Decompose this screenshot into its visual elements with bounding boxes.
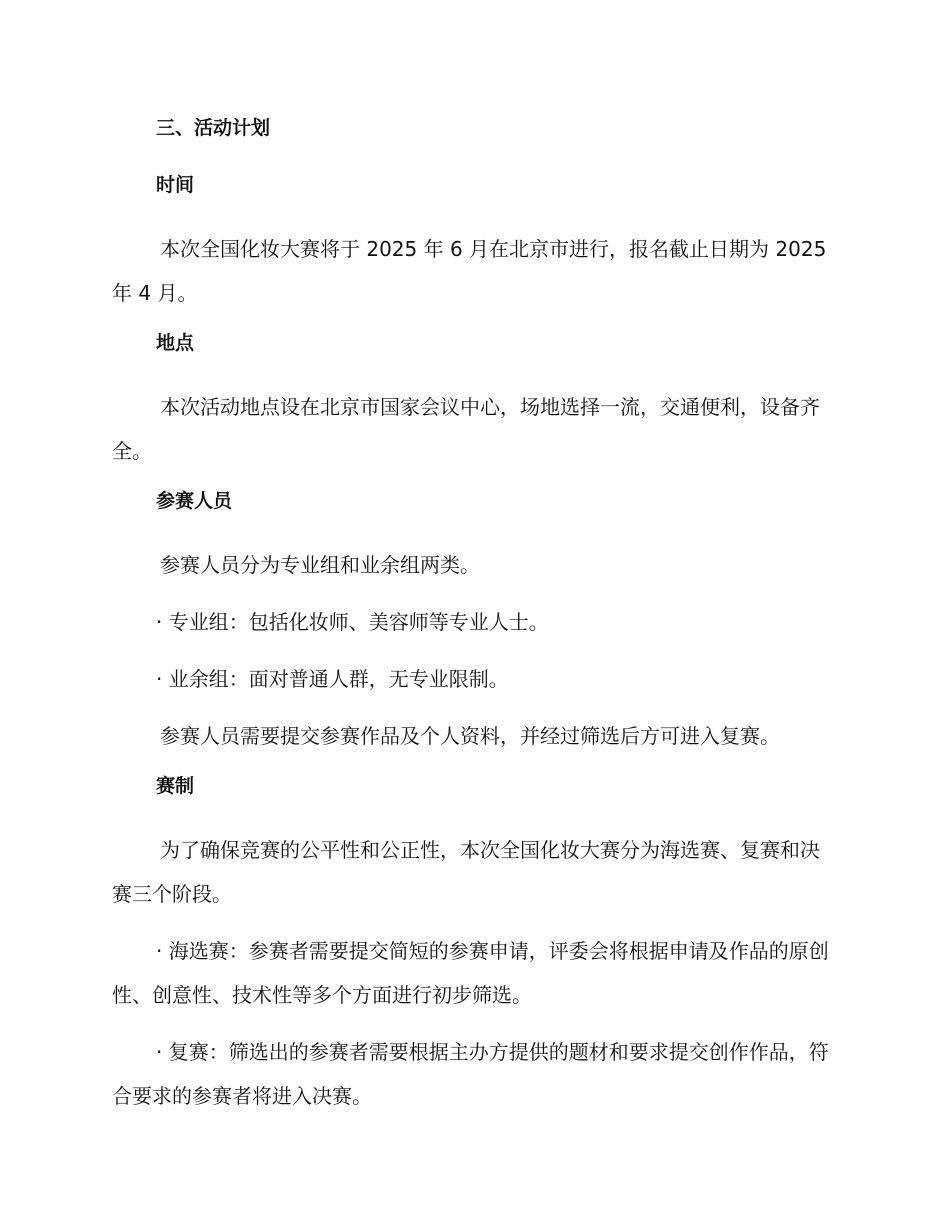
paragraph-participants-intro: 参赛人员分为专业组和业余组两类。 (160, 553, 480, 577)
bullet-preliminary: · 海选赛：参赛者需要提交简短的参赛申请，评委会将根据申请及作品的原创性、创意性、技术性等多个方面进行初步筛选。 (112, 939, 829, 1007)
paragraph-format-intro: 为了确保竞赛的公平性和公正性，本次全国化妆大赛分为海选赛、复赛和决赛三个阶段。 (112, 838, 820, 906)
heading-location: 地点 (156, 332, 195, 354)
bullet-amateur: · 业余组：面对普通人群，无专业限制。 (156, 667, 509, 691)
heading-format: 赛制 (156, 775, 195, 797)
heading-participants: 参赛人员 (156, 490, 233, 512)
section-title: 三、活动计划 (156, 117, 271, 139)
bullet-professional: · 专业组：包括化妆师、美容师等专业人士。 (156, 610, 549, 634)
bullet-semifinal: · 复赛：筛选出的参赛者需要根据主办方提供的题材和要求提交创作作品，符合要求的参赛者将进入决赛。 (112, 1040, 829, 1108)
paragraph-participants-note: 参赛人员需要提交参赛作品及个人资料，并经过筛选后方可进入复赛。 (160, 724, 780, 748)
paragraph-location: 本次活动地点设在北京市国家会议中心，场地选择一流，交通便利，设备齐全。 (112, 395, 820, 463)
paragraph-time: 本次全国化妆大赛将于 2025 年 6 月在北京市进行，报名截止日期为 2025 年 4 月。 (112, 237, 827, 305)
heading-time: 时间 (156, 174, 195, 196)
